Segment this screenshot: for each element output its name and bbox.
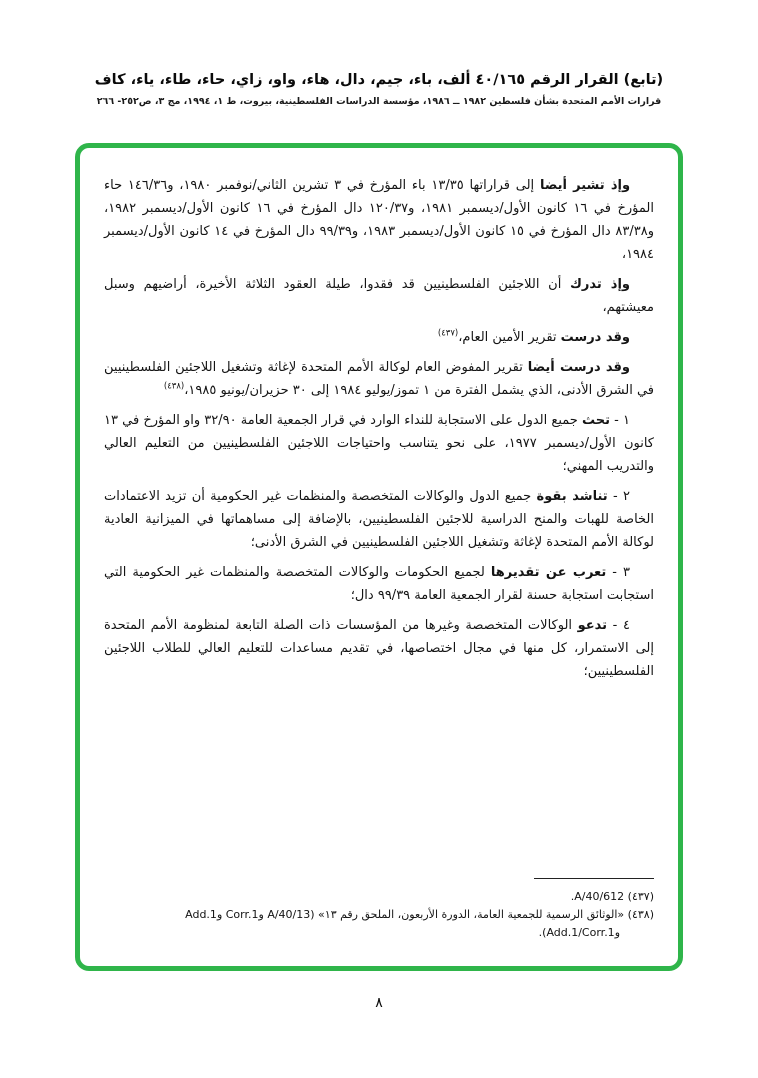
resolution-paragraph: [104, 485, 654, 554]
resolution-paragraph: [104, 614, 654, 683]
paragraph-text: جميع الدول والوكالات المتخصصة والمنظمات غير الحكومية أن تزيد الاعتمادات الخاصة للهبات والمنح الدراسية للاجئين الفلسطينيين، بالإضافة إلى مساهماتها في الميزانية العادية لوكالة الأمم المتحدة لإغاثة وتشغيل اللاجئين الفلسطينيين في الشرق الأدنى؛: [104, 489, 654, 550]
paragraph-lead: وإذ تدرك: [569, 277, 630, 292]
paragraph-number: ٤ -: [607, 618, 630, 633]
footnote-reference: (٤٣٧): [437, 328, 459, 339]
resolution-paragraph: [104, 326, 654, 349]
paragraph-lead: تعرب عن تقديرها: [490, 565, 607, 580]
paragraph-lead: وإذ تشير أيضا: [539, 178, 631, 193]
footnote: (٤٣٨) «الوثائق الرسمية للجمعية العامة، الدورة الأربعون، الملحق رقم ١٣» (A/40/13 وCorr.1 وAdd.1 وAdd.1/Corr.1).: [185, 908, 654, 939]
paragraph-lead: تحث: [581, 413, 610, 428]
paragraph-text: أن اللاجئين الفلسطينيين قد فقدوا، طيلة العقود الثلاثة الأخيرة، أراضيهم وسبل معيشتهم،: [104, 277, 654, 315]
document-title: (تابع) القرار الرقم ٤٠/١٦٥ ألف، باء، جيم، دال، هاء، واو، زاي، حاء، طاء، ياء، كاف: [94, 72, 664, 88]
resolution-paragraph: [104, 174, 654, 266]
paragraph-lead: وقد درست أيضا: [527, 360, 630, 375]
footnote-reference: (٤٣٨): [163, 381, 185, 392]
paragraph-text: تقرير الأمين العام،: [458, 330, 561, 345]
footnote: (٤٣٧) A/40/612.: [570, 890, 654, 903]
paragraph-text: إلى قراراتها ١٣/٣٥ باء المؤرخ في ٣ تشرين الثاني/نوفمبر ١٩٨٠، و١٤٦/٣٦ حاء المؤرخ في ١٦ كانون الأول/ديسمبر ١٩٨١، و١٢٠/٣٧ دال المؤرخ في ١٦ كانون الأول/ديسمبر ١٩٨٢، و٨٣/٣٨ دال المؤرخ في ١٥ كانون الأول/ديسمبر ١٩٨٣، و٩٩/٣٩ دال المؤرخ في ١٤ كانون الأول/ديسمبر ١٩٨٤،: [104, 178, 654, 262]
paragraph-number: ١ -: [609, 413, 630, 428]
paragraph-number: ٢ -: [607, 489, 630, 504]
paragraph-text: لجميع الحكومات والوكالات المتخصصة والمنظمات غير الحكومية التي استجابت استجابة حسنة لقرار الجمعية العامة ٩٩/٣٩ دال؛: [104, 565, 654, 603]
resolution-paragraph: [104, 356, 654, 402]
footnotes-list: [104, 888, 654, 942]
resolution-paragraph: [104, 409, 654, 478]
document-source-line: قرارات الأمم المتحدة بشأن فلسطين ١٩٨٢ ــ ١٩٨٦، مؤسسة الدراسات الفلسطينية، بيروت، ط ١، ١٩٩٤، مج ٣، ص٢٥٢- ٢٦٦: [96, 96, 662, 107]
page-number: ٨: [375, 995, 383, 1011]
paragraph-lead: تناشد بقوة: [536, 489, 608, 504]
footnotes-block: [104, 878, 654, 942]
resolution-text: [104, 174, 654, 683]
paragraph-lead: وقد درست: [560, 330, 630, 345]
paragraph-lead: تدعو: [577, 618, 608, 633]
paragraph-number: ٣ -: [606, 565, 630, 580]
paragraph-text: الوكالات المتخصصة وغيرها من المؤسسات ذات الصلة التابعة لمنظومة الأمم المتحدة إلى الاستمرار، كل منها في مجال اختصاصها، في تقديم مساعدات للتعليم العالي للطلاب اللاجئين الفلسطينيين؛: [104, 618, 654, 679]
document-header: [0, 0, 758, 107]
content-box: [75, 143, 683, 971]
resolution-paragraph: [104, 561, 654, 607]
paragraph-text: جميع الدول على الاستجابة للنداء الوارد في قرار الجمعية العامة ٣٢/٩٠ واو المؤرخ في ١٣ كانون الأول/ديسمبر ١٩٧٧، على نحو يتناسب واحتياجات اللاجئين الفلسطينيين من التعليم العالي والتدريب المهني؛: [104, 413, 654, 474]
paragraph-text: تقرير المفوض العام لوكالة الأمم المتحدة لإغاثة وتشغيل اللاجئين الفلسطينيين في الشرق الأدنى، الذي يشمل الفترة من ١ تموز/يوليو ١٩٨٤ إلى ٣٠ حزيران/يونيو ١٩٨٥،: [104, 360, 654, 398]
footnote-separator: [534, 878, 654, 879]
resolution-paragraph: [104, 273, 654, 319]
